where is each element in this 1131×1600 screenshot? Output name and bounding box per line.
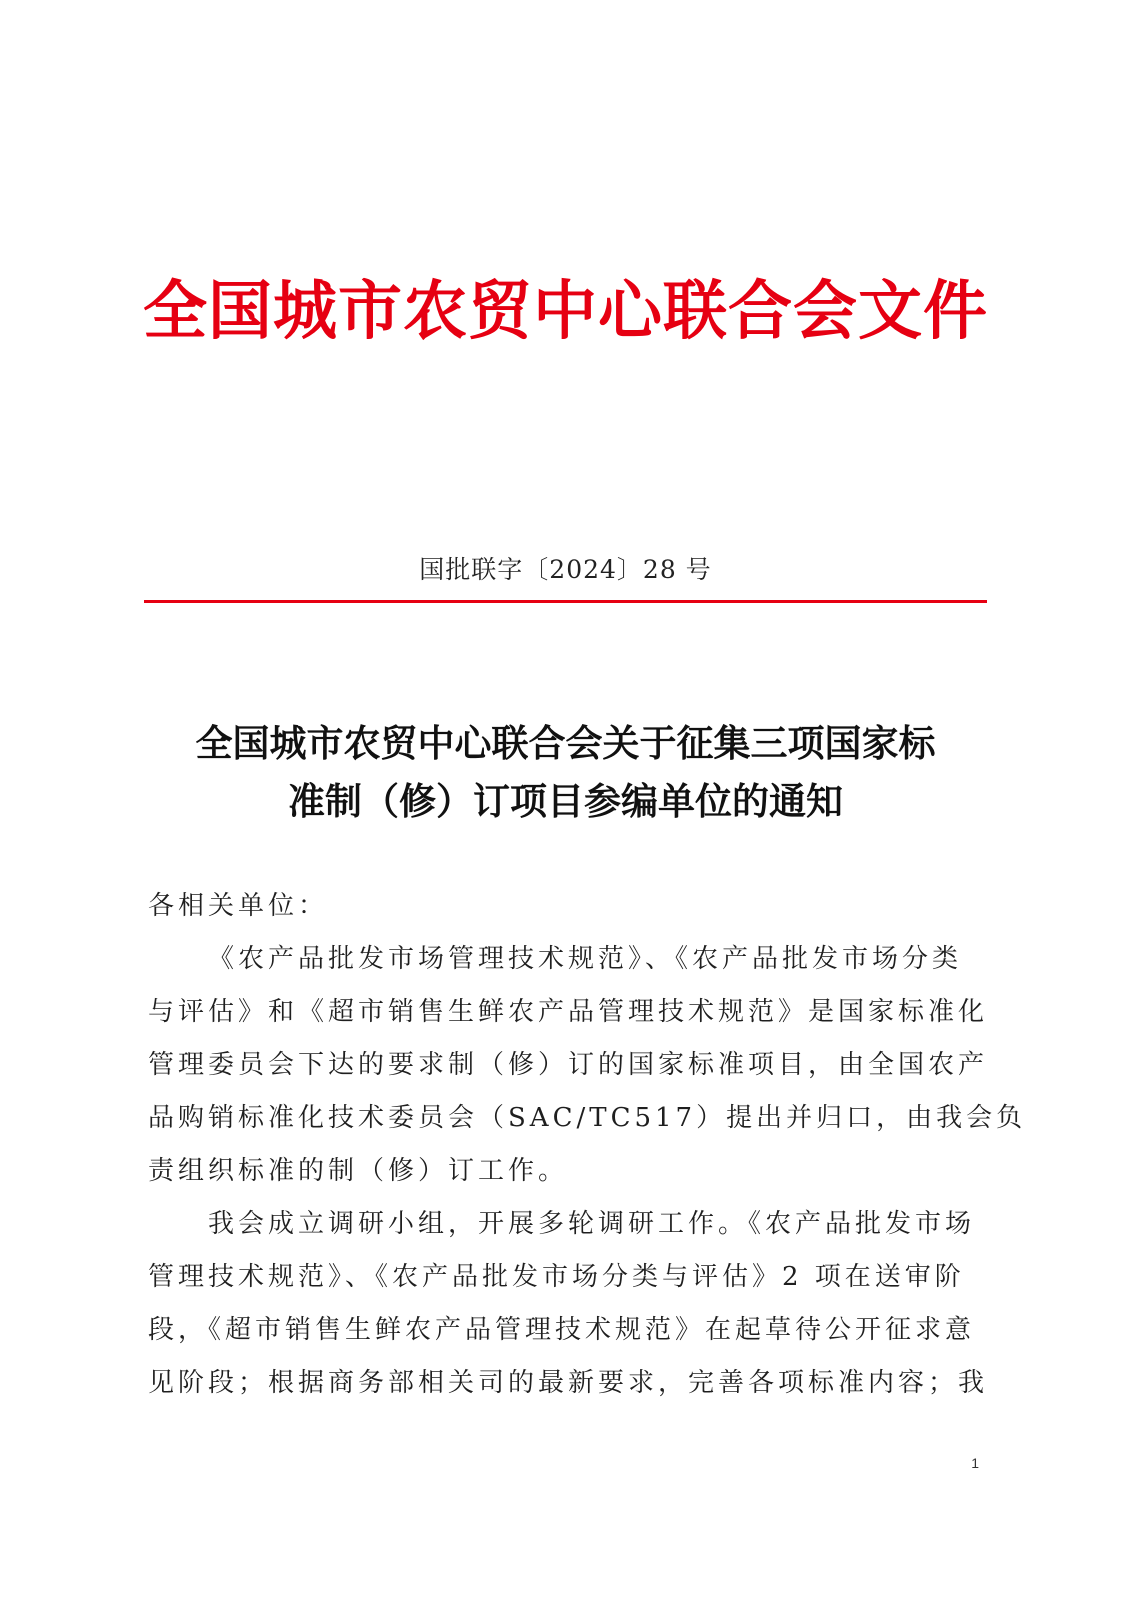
paragraph-2-line: 段，《超市销售生鲜农产品管理技术规范》在起草待公开征求意: [148, 1315, 976, 1345]
paragraph-2-line: 我会成立调研小组，开展多轮调研工作。《农产品批发市场: [208, 1209, 976, 1239]
notice-title-line: 全国城市农贸中心联合会关于征集三项国家标: [195, 722, 936, 765]
paragraph-1-line: 《农产品批发市场管理技术规范》、《农产品批发市场分类: [208, 944, 963, 974]
paragraph-2-line: 管理技术规范》、《农产品批发市场分类与评估》2 项在送审阶: [148, 1262, 965, 1292]
paragraph-1-line: 与评估》和《超市销售生鲜农产品管理技术规范》是国家标准化: [148, 997, 989, 1027]
salutation: 各相关单位：: [148, 891, 329, 921]
paragraph-1-line: 责组织标准的制（修）订工作。: [148, 1156, 569, 1186]
page-number: 1: [971, 1455, 979, 1471]
document-number: 国批联字〔2024〕28 号: [419, 555, 712, 584]
paragraph-1-line: 管理委员会下达的要求制（修）订的国家标准项目，由全国农产: [148, 1050, 989, 1080]
masthead-title: 全国城市农贸中心联合会文件: [143, 275, 988, 349]
notice-title: [144, 715, 987, 831]
notice-title-line: 准制（修）订项目参编单位的通知: [288, 780, 843, 823]
red-divider-rule: [144, 600, 987, 603]
paragraph-1-line: 品购销标准化技术委员会（SAC/TC517）提出并归口，由我会负: [148, 1103, 1027, 1133]
paragraph-2-line: 见阶段；根据商务部相关司的最新要求，完善各项标准内容；我: [148, 1368, 989, 1398]
notice-body: [148, 880, 1027, 1410]
